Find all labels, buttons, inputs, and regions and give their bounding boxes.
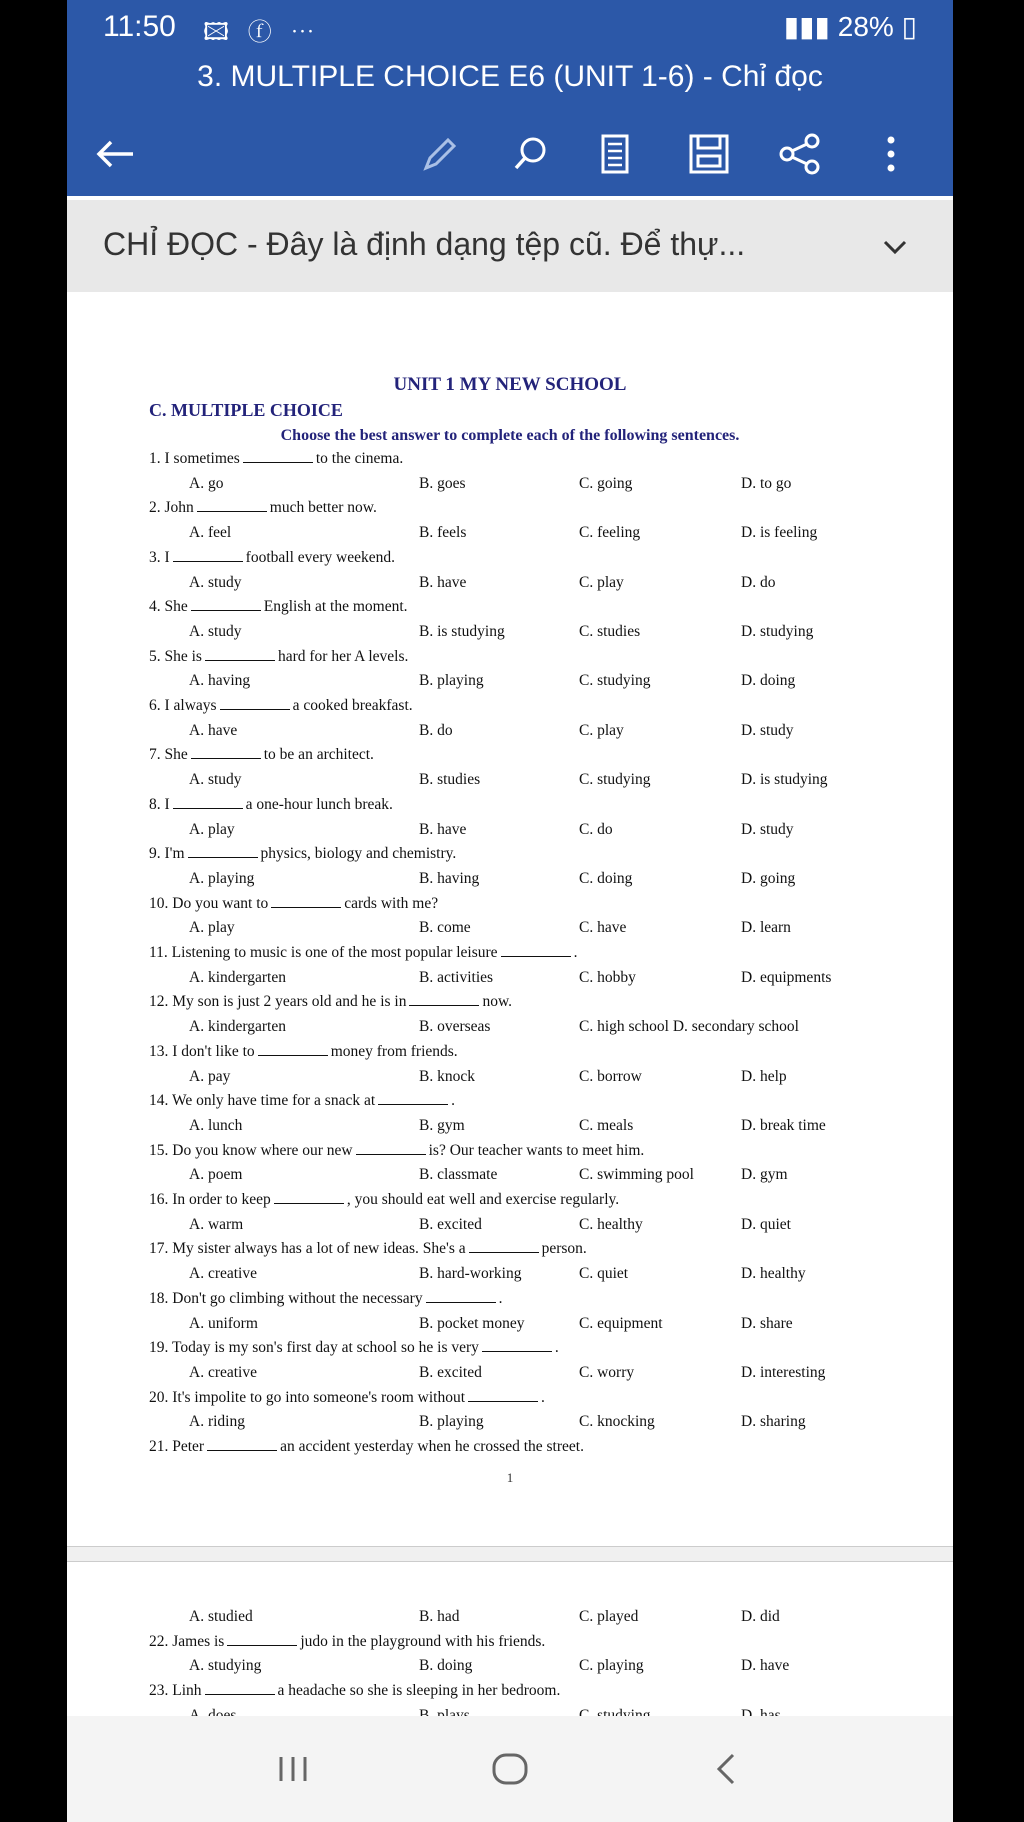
- question-2: [149, 499, 377, 517]
- option-b: B. excited: [419, 1215, 482, 1233]
- question-22: [149, 1633, 545, 1651]
- option-a: A. play: [189, 919, 235, 937]
- question-6: [149, 697, 413, 715]
- option-a: A. kindergarten: [189, 1018, 286, 1036]
- option-c: C. studying: [579, 672, 651, 690]
- home-icon: [488, 1747, 532, 1791]
- option-a: A. study: [189, 573, 242, 591]
- option-a: A. riding: [189, 1413, 245, 1431]
- question-ending: to the cinema.: [315, 450, 404, 467]
- answer-blank: [426, 1290, 496, 1303]
- option-d: D. doing: [741, 672, 796, 690]
- option-c: C. have: [579, 919, 627, 937]
- answer-blank: [468, 1389, 538, 1402]
- question-ending: .: [451, 1092, 456, 1110]
- question-stem: 3. I: [149, 548, 170, 566]
- search-icon: [511, 134, 551, 174]
- options-row: [149, 1265, 869, 1287]
- page-number: 1: [506, 1470, 514, 1485]
- option-d: D. learn: [741, 919, 791, 937]
- option-a: A. warm: [189, 1215, 244, 1233]
- option-b: B. having: [419, 869, 480, 887]
- option-d: D. equipments: [741, 968, 832, 986]
- option-a: A. poem: [189, 1166, 243, 1184]
- options-row: [149, 969, 869, 991]
- back-chevron-icon: [709, 1749, 745, 1789]
- question-ending: English at the moment.: [263, 598, 408, 616]
- answer-blank: [173, 549, 243, 562]
- save-button[interactable]: [681, 126, 737, 182]
- answer-blank: [378, 1092, 448, 1105]
- question-stem: 15. Do you know where our new: [149, 1141, 353, 1159]
- answer-blank: [409, 993, 479, 1006]
- option-a: A. lunch: [189, 1116, 243, 1134]
- answer-blank: [274, 1191, 344, 1204]
- option-b: B. had: [419, 1608, 460, 1625]
- status-time: 11:50: [103, 10, 176, 43]
- question-ending: much better now.: [269, 499, 377, 517]
- question-ending: , you should eat well and exercise regularly.: [346, 1191, 620, 1208]
- option-c: C. quiet: [579, 1265, 629, 1283]
- option-c: C. hobby: [579, 968, 636, 986]
- notification-icons: 🖾 ⓕ ⋯: [203, 19, 321, 46]
- options-row: [149, 672, 869, 694]
- options-row: [149, 821, 869, 843]
- options-row: [149, 1166, 869, 1188]
- question-stem: 19. Today is my son's first day at school so he is very: [149, 1339, 479, 1357]
- option-c: C. equipment: [579, 1314, 663, 1332]
- option-b: B. studies: [419, 771, 481, 789]
- answer-blank: [188, 845, 258, 858]
- option-b: B. overseas: [419, 1018, 491, 1036]
- question-20: [149, 1389, 545, 1407]
- section-heading: C. MULTIPLE CHOICE: [149, 400, 343, 420]
- signal-icon: ▮▮▮: [783, 11, 838, 42]
- battery-level: 28%: [837, 11, 894, 42]
- chevron-down-icon[interactable]: [877, 228, 913, 264]
- answer-blank: [482, 1339, 552, 1352]
- read-only-notice[interactable]: [67, 200, 953, 292]
- option-b: B. gym: [419, 1116, 465, 1134]
- question-ending: judo in the playground with his friends.: [300, 1632, 546, 1650]
- system-back-button[interactable]: [697, 1744, 757, 1794]
- status-right: [784, 10, 917, 43]
- option-d: D. study: [741, 820, 794, 838]
- question-9: [149, 845, 456, 863]
- option-c: C. playing: [579, 1657, 644, 1675]
- answer-blank: [205, 648, 275, 661]
- question-stem: 21. Peter: [149, 1438, 205, 1455]
- option-c: C. borrow: [579, 1067, 642, 1085]
- answer-blank: [356, 1142, 426, 1155]
- option-c: C. studying: [579, 771, 651, 789]
- options-row: [149, 1364, 869, 1386]
- question-ending: physics, biology and chemistry.: [260, 845, 457, 863]
- pencil-icon: [420, 134, 460, 174]
- document-view[interactable]: [67, 296, 953, 1716]
- option-b: B. excited: [419, 1363, 482, 1381]
- battery-icon: ▯: [901, 11, 917, 42]
- option-d: D. break time: [741, 1116, 826, 1134]
- question-ending: money from friends.: [330, 1042, 458, 1060]
- option-c: C. play: [579, 573, 624, 591]
- options-row: [149, 1216, 869, 1238]
- option-b: B. activities: [419, 968, 494, 986]
- answer-blank: [173, 796, 243, 809]
- answer-blank: [205, 1682, 275, 1695]
- question-17: [149, 1240, 587, 1258]
- question-8: [149, 796, 393, 814]
- answer-blank: [191, 598, 261, 611]
- question-stem: 20. It's impolite to go into someone's room without: [149, 1388, 466, 1406]
- option-c: C. doing: [579, 869, 633, 887]
- document-title: 3. MULTIPLE CHOICE E6 (UNIT 1-6) - Chỉ đọc: [197, 60, 823, 93]
- option-c: C. play: [579, 721, 624, 739]
- option-d: D. share: [741, 1314, 793, 1332]
- option-a: A. studying: [189, 1657, 262, 1675]
- option-d: D. is feeling: [741, 524, 818, 542]
- option-b: B. have: [419, 820, 467, 838]
- share-icon: [778, 132, 822, 176]
- question-stem: 6. I always: [149, 697, 217, 714]
- question-1: [149, 450, 403, 468]
- option-a: A. playing: [189, 869, 255, 887]
- question-12: [149, 993, 512, 1011]
- share-button[interactable]: [772, 126, 828, 182]
- answer-blank: [271, 895, 341, 908]
- option-a: A. go: [189, 474, 224, 492]
- system-nav-bar: [67, 1716, 953, 1822]
- question-23: [149, 1682, 560, 1700]
- question-ending: .: [554, 1339, 559, 1357]
- option-c: C. feeling: [579, 524, 641, 542]
- option-a: A. creative: [189, 1265, 257, 1283]
- question-ending: to be an architect.: [263, 746, 374, 764]
- question-stem: 22. James is: [149, 1632, 225, 1650]
- phone-screen: [67, 0, 953, 1822]
- question-stem: 17. My sister always has a lot of new ideas. She's a: [149, 1240, 466, 1258]
- question-ending: an accident yesterday when he crossed the street.: [280, 1438, 584, 1455]
- search-button[interactable]: [503, 126, 559, 182]
- back-button[interactable]: [87, 126, 143, 182]
- option-d: D. is studying: [741, 771, 828, 789]
- option-b: B. playing: [419, 1413, 484, 1431]
- option-b: B. come: [419, 919, 471, 937]
- option-c: C. studies: [579, 622, 641, 640]
- question-ending: football every weekend.: [245, 548, 396, 566]
- option-b: B. knock: [419, 1067, 475, 1085]
- option-b: B. playing: [419, 672, 484, 690]
- question-4: [149, 598, 408, 616]
- option-b: B. pocket money: [419, 1314, 525, 1332]
- question-13: [149, 1043, 458, 1061]
- option-a: A. study: [189, 622, 242, 640]
- option-a: A. pay: [189, 1067, 231, 1085]
- question-stem: 1. I sometimes: [149, 450, 240, 467]
- option-b: B. have: [419, 573, 467, 591]
- instruction: Choose the best answer to complete each of the following sentences.: [280, 427, 740, 444]
- option-d: D. gym: [741, 1166, 788, 1184]
- question-ending: cards with me?: [344, 894, 439, 912]
- question-18: [149, 1290, 502, 1308]
- options-row: [149, 623, 869, 645]
- options-row: [149, 475, 869, 497]
- option-a: A. having: [189, 672, 251, 690]
- answer-blank: [191, 746, 261, 759]
- question-16: [149, 1191, 619, 1209]
- options-row: [149, 1068, 869, 1090]
- options-row: [149, 574, 869, 596]
- question-stem: 10. Do you want to: [149, 894, 269, 912]
- option-c: C. worry: [579, 1363, 635, 1381]
- option-a: A. studied: [189, 1608, 253, 1625]
- answer-blank: [469, 1240, 539, 1253]
- question-stem: 9. I'm: [149, 845, 185, 863]
- question-stem: 23. Linh: [149, 1682, 202, 1700]
- option-a: A. uniform: [189, 1314, 258, 1332]
- save-icon: [687, 132, 731, 176]
- document-page-2: [67, 1562, 953, 1722]
- question-ending: a one-hour lunch break.: [245, 795, 393, 813]
- option-d: D. sharing: [741, 1413, 806, 1431]
- app-bar: [67, 56, 953, 196]
- question-stem: 8. I: [149, 795, 170, 813]
- option-b: B. is studying: [419, 622, 505, 640]
- question-ending: a headache so she is sleeping in her bedroom.: [277, 1682, 561, 1700]
- notice-text: CHỈ ĐỌC - Đây là định dạng tệp cũ. Để thự...: [103, 226, 746, 262]
- answer-blank: [207, 1438, 277, 1451]
- question-ending: person.: [541, 1240, 587, 1258]
- more-vertical-icon: [881, 132, 901, 176]
- option-d: D. have: [741, 1657, 790, 1675]
- option-a: A. play: [189, 820, 235, 838]
- question-10: [149, 895, 438, 913]
- question-11: [149, 944, 577, 962]
- option-c: C. high school D. secondary school: [579, 1018, 799, 1036]
- option-a: A. study: [189, 771, 242, 789]
- option-d: D. did: [741, 1608, 780, 1625]
- question-19: [149, 1339, 559, 1357]
- options-row: [149, 870, 869, 892]
- option-c: C. played: [579, 1608, 639, 1625]
- question-ending: hard for her A levels.: [277, 647, 409, 665]
- unit-title: UNIT 1 MY NEW SCHOOL: [393, 374, 627, 395]
- option-d: D. healthy: [741, 1265, 806, 1283]
- option-c: C. knocking: [579, 1413, 655, 1431]
- question-stem: 11. Listening to music is one of the most popular leisure: [149, 944, 498, 961]
- options-row: [149, 919, 869, 941]
- options-row: [149, 771, 869, 793]
- question-stem: 4. She: [149, 598, 188, 616]
- answer-blank: [258, 1043, 328, 1056]
- question-stem: 14. We only have time for a snack at: [149, 1092, 376, 1110]
- option-d: D. interesting: [741, 1363, 826, 1381]
- option-d: D. study: [741, 721, 794, 739]
- option-b: B. classmate: [419, 1166, 498, 1184]
- document-icon: [595, 132, 635, 176]
- options-row: [149, 1413, 869, 1435]
- question-stem: 7. She: [149, 746, 188, 764]
- option-c: C. meals: [579, 1116, 634, 1134]
- answer-blank: [197, 499, 267, 512]
- question-ending: .: [541, 1388, 545, 1406]
- question-ending: a cooked breakfast.: [292, 697, 413, 714]
- option-d: D. help: [741, 1067, 787, 1085]
- question-ending: is? Our teacher wants to meet him.: [428, 1141, 645, 1159]
- question-stem: 5. She is: [149, 647, 202, 665]
- home-button[interactable]: [480, 1744, 540, 1794]
- option-c: C. swimming pool: [579, 1166, 694, 1184]
- option-d: D. studying: [741, 622, 814, 640]
- options-row: [149, 722, 869, 744]
- option-b: B. goes: [419, 474, 466, 492]
- question-stem: 12. My son is just 2 years old and he is in: [149, 993, 407, 1011]
- options-row: [149, 1657, 869, 1679]
- option-c: C. healthy: [579, 1215, 643, 1233]
- question-ending: .: [498, 1289, 503, 1307]
- option-b: B. hard-working: [419, 1265, 522, 1283]
- option-b: B. feels: [419, 524, 467, 542]
- recent-apps-button[interactable]: [263, 1744, 323, 1794]
- page-separator: [67, 1546, 953, 1562]
- option-d: D. to go: [741, 474, 792, 492]
- answer-blank: [220, 697, 290, 710]
- question-ending: .: [573, 944, 578, 961]
- arrow-left-icon: [93, 132, 137, 176]
- recents-icon: [273, 1751, 313, 1787]
- option-a: A. feel: [189, 524, 232, 542]
- question-5: [149, 648, 408, 666]
- option-a: A. creative: [189, 1363, 257, 1381]
- option-a: A. kindergarten: [189, 968, 286, 986]
- more-options-button[interactable]: [863, 126, 919, 182]
- question-stem: 18. Don't go climbing without the necessary: [149, 1289, 423, 1307]
- options-row: [149, 1018, 869, 1040]
- option-d: D. do: [741, 573, 776, 591]
- document-page-1: [67, 296, 953, 1546]
- status-bar: [67, 0, 953, 56]
- question-stem: 2. John: [149, 499, 194, 517]
- option-c: C. do: [579, 820, 613, 838]
- question-3: [149, 549, 395, 567]
- edit-button[interactable]: [412, 126, 468, 182]
- options-row: [149, 1315, 869, 1337]
- option-b: B. do: [419, 721, 453, 739]
- reading-view-button[interactable]: [587, 126, 643, 182]
- question-ending: now.: [482, 993, 513, 1011]
- question-21: [149, 1438, 584, 1456]
- options-row: [149, 524, 869, 546]
- options-row: [149, 1117, 869, 1139]
- option-d: D. quiet: [741, 1215, 791, 1233]
- question-14: [149, 1092, 455, 1110]
- question-stem: 16. In order to keep: [149, 1191, 271, 1208]
- options-row: [149, 1608, 869, 1630]
- answer-blank: [501, 944, 571, 957]
- option-a: A. have: [189, 721, 238, 739]
- answer-blank: [243, 450, 313, 463]
- question-15: [149, 1142, 644, 1160]
- question-stem: 13. I don't like to: [149, 1042, 255, 1060]
- option-d: D. going: [741, 869, 796, 887]
- question-7: [149, 746, 374, 764]
- option-b: B. doing: [419, 1657, 473, 1675]
- option-c: C. going: [579, 474, 633, 492]
- answer-blank: [227, 1633, 297, 1646]
